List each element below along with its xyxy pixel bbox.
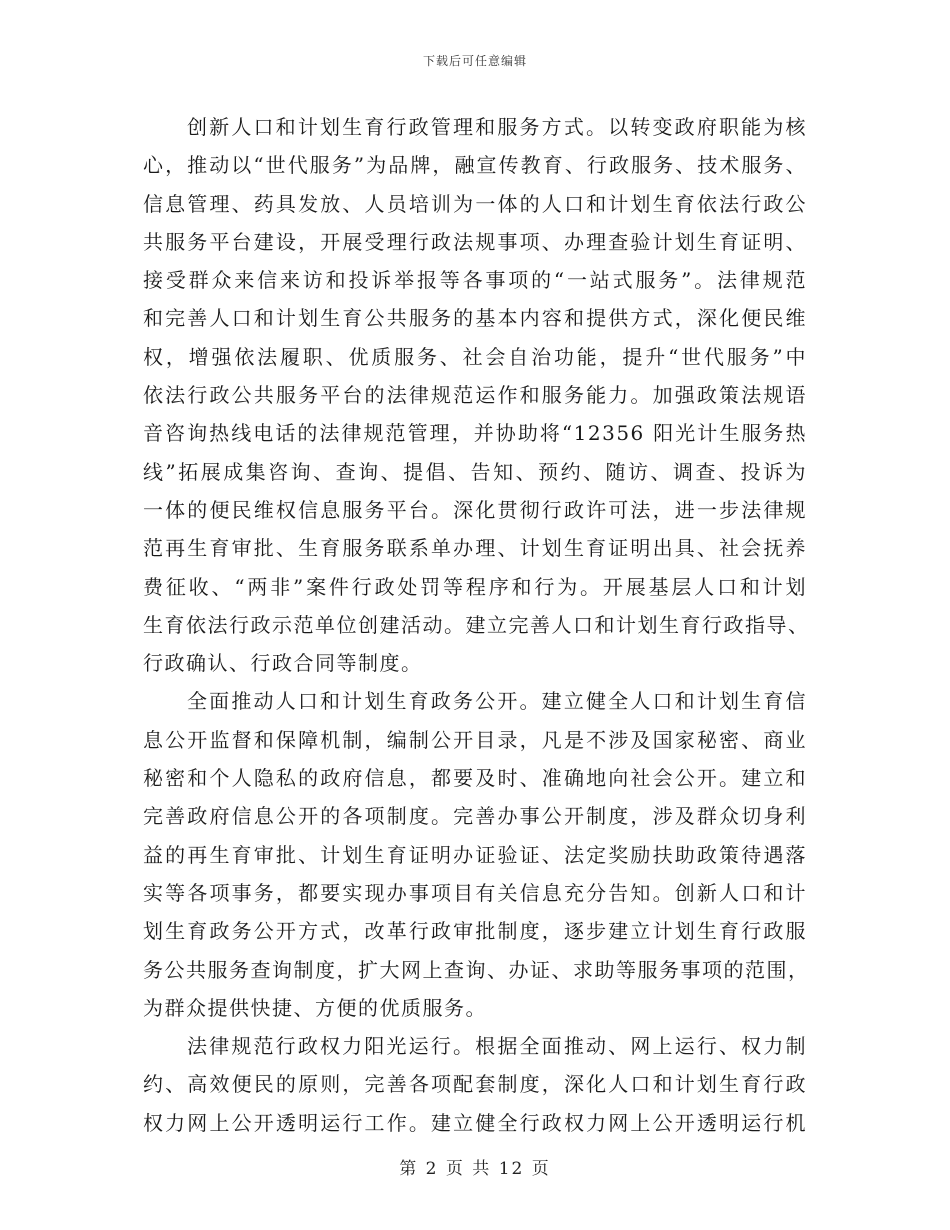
text-line: 行政确认、行政合同等制度。 — [143, 651, 423, 676]
text-line: 完善政府信息公开的各项制度。完善办事公开制度，涉及群众切身利 — [143, 804, 807, 829]
paragraph-2 — [143, 682, 810, 1027]
text-line: 秘密和个人隐私的政府信息，都要及时、准确地向社会公开。建立和 — [143, 766, 807, 791]
paragraph-1 — [143, 108, 810, 682]
text-line: 权力网上公开透明运行工作。建立健全行政权力网上公开透明运行机 — [143, 1110, 807, 1135]
text-line: 法律规范行政权力阳光运行。根据全面推动、网上运行、权力制 — [187, 1034, 807, 1059]
text-line: 生育依法行政示范单位创建活动。建立完善人口和计划生育行政指导、 — [143, 612, 810, 637]
text-line: 范再生育审批、生育服务联系单办理、计划生育证明出具、社会抚养 — [143, 536, 807, 561]
text-line: 创新人口和计划生育行政管理和服务方式。以转变政府职能为核 — [187, 115, 807, 139]
text-line: 线”拓展成集咨询、查询、提倡、告知、预约、随访、调查、投诉为 — [143, 459, 807, 484]
paragraph-3 — [143, 1027, 807, 1142]
text-line: 接受群众来信来访和投诉举报等各事项的“一站式服务”。法律规范 — [143, 268, 807, 293]
text-line: 共服务平台建设，开展受理行政法规事项、办理查验计划生育证明、 — [143, 229, 807, 254]
page-footer: 第 2 页 共 12 页 — [399, 1159, 551, 1179]
text-line: 益的再生育审批、计划生育证明办证验证、法定奖励扶助政策待遇落 — [143, 842, 807, 867]
text-line: 费征收、“两非”案件行政处罚等程序和行为。开展基层人口和计划 — [143, 574, 807, 599]
text-line: 权，增强依法履职、优质服务、社会自治功能，提升“世代服务”中 — [143, 344, 807, 369]
text-line: 音咨询热线电话的法律规范管理，并协助将“12356 阳光计生服务热 — [143, 421, 807, 446]
text-line: 全面推动人口和计划生育政务公开。建立健全人口和计划生育信 — [187, 689, 807, 714]
document-body — [143, 108, 810, 1142]
page-header: 下载后可任意编辑 — [422, 54, 527, 68]
text-line: 约、高效便民的原则，完善各项配套制度，深化人口和计划生育行政 — [143, 1072, 807, 1097]
text-line: 为群众提供快捷、方便的优质服务。 — [143, 995, 487, 1020]
text-line: 和完善人口和计划生育公共服务的基本内容和提供方式，深化便民维 — [143, 306, 807, 331]
text-line: 依法行政公共服务平台的法律规范运作和服务能力。加强政策法规语 — [143, 383, 807, 408]
text-line: 实等各项事务，都要实现办事项目有关信息充分告知。创新人口和计 — [143, 880, 807, 905]
text-line: 务公共服务查询制度，扩大网上查询、办证、求助等服务事项的范围， — [143, 957, 810, 982]
text-line: 一体的便民维权信息服务平台。深化贯彻行政许可法，进一步法律规 — [143, 497, 807, 522]
text-line: 划生育政务公开方式，改革行政审批制度，逐步建立计划生育行政服 — [143, 919, 807, 944]
text-line: 信息管理、药具发放、人员培训为一体的人口和计划生育依法行政公 — [143, 191, 807, 216]
text-line: 心，推动以“世代服务”为品牌，融宣传教育、行政服务、技术服务、 — [143, 153, 807, 178]
text-line: 息公开监督和保障机制，编制公开目录，凡是不涉及国家秘密、商业 — [143, 727, 807, 752]
